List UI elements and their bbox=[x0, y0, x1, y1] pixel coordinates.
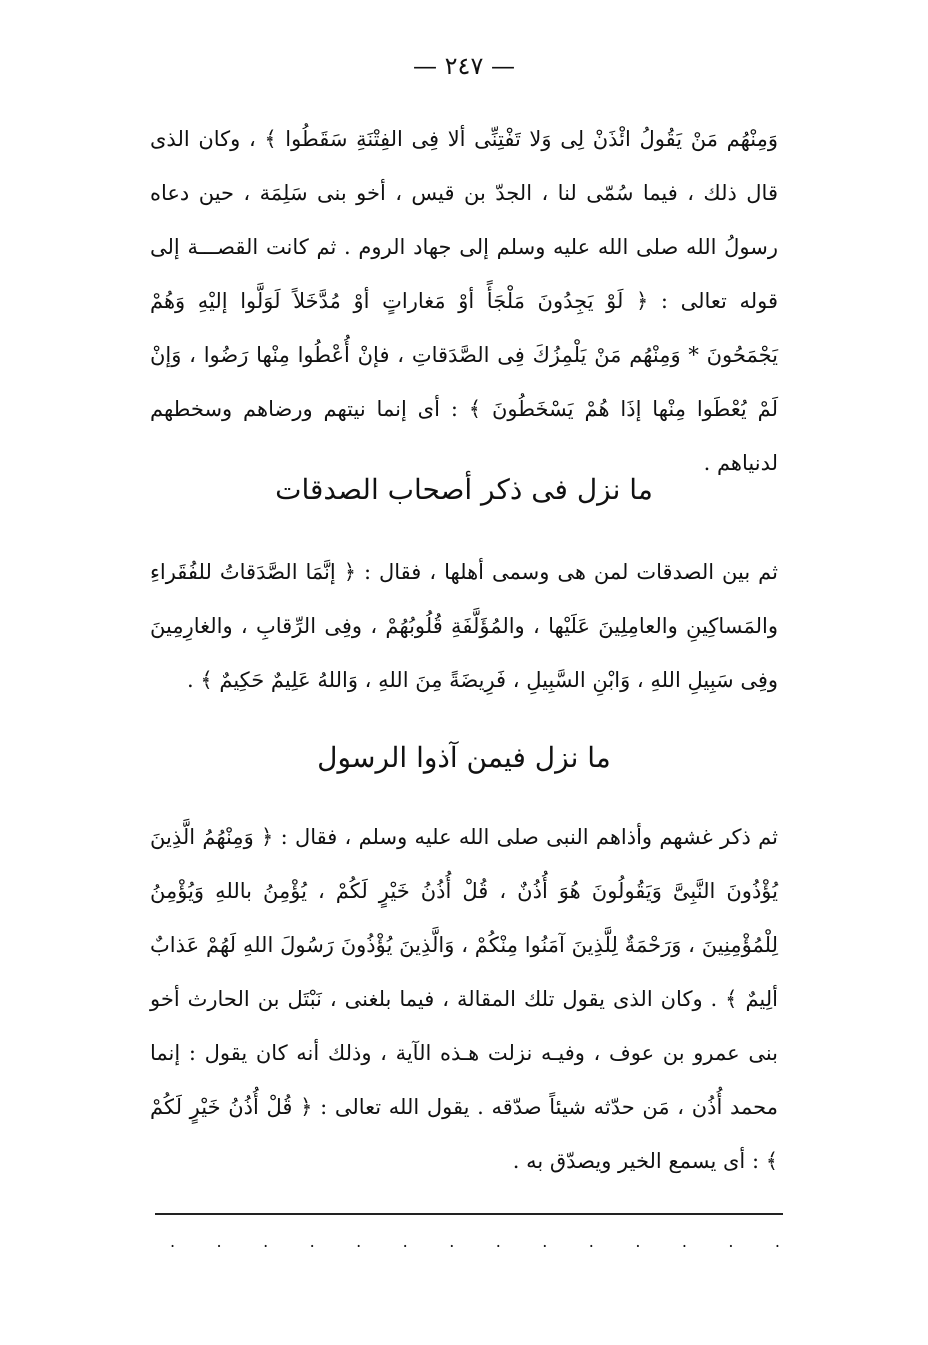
footer-dots bbox=[170, 1232, 780, 1251]
footer-dot: . bbox=[356, 1232, 362, 1251]
footer-dot: . bbox=[681, 1232, 687, 1251]
footnote-divider bbox=[155, 1213, 783, 1215]
footer-dot: . bbox=[728, 1232, 734, 1251]
paragraph-2: ثم بين الصدقات لمن هى وسمى أهلها ، فقال : ﴿ إنَّمَا الصَّدَقاتُ للفُقَراءِ والمَساكِينِ والعامِلِينَ عَلَيْها ، والمُؤَلَّفَةِ قُلُوبُهُمْ ، وفِى الرِّقابِ ، والغارِمِينَ وفِى سَبِيلِ اللهِ ، وَابْنِ السَّبِيلِ ، فَرِيضَةً مِنَ اللهِ ، وَاللهُ عَلِيمٌ حَكِيمٌ ﴾ . bbox=[150, 560, 778, 692]
footer-dot: . bbox=[449, 1232, 455, 1251]
footer-dot: . bbox=[588, 1232, 594, 1251]
footer-dot: . bbox=[635, 1232, 641, 1251]
paragraph-3: ثم ذكر غشهم وأذاهم النبى صلى الله عليه وسلم ، فقال : ﴿ وَمِنْهُمُ الَّذِينَ يُؤْذُونَ النَّبِىَّ وَيَقُولُونَ هُوَ أُذُنٌ ، قُلْ أُذُنُ خَيْرٍ لَكُمْ ، يُؤْمِنُ باللهِ وَيُؤْمِنُ لِلْمُؤْمِنِينَ ، وَرَحْمَةٌ لِلَّذِينَ آمَنُوا مِنْكُمْ ، وَالَّذِينَ يُؤْذُونَ رَسُولَ اللهِ لَهُمْ عَذابٌ ألِيمٌ ﴾ . وكان الذى يقول تلك المقالة ، فيما بلغنى ، نَبْتَل بن الحارث أخو بنى عمرو بن عوف ، وفيـه نزلت هـذه الآية ، وذلك أنه كان يقول : إنما محمد أُذُن ، مَن حدّثه شيئاً صدّقه . يقول الله تعالى : ﴿ قُلْ أُذُنُ خَيْرٍ لَكُمْ ﴾ : أى يسمع الخير ويصدّق به . bbox=[150, 825, 778, 1173]
footer-dot: . bbox=[263, 1232, 269, 1251]
paragraph-1: وَمِنْهُم مَنْ يَقُولُ ائْذَنْ لِى وَلا تَفْتِنِّى ألا فِى الفِتْنَةِ سَقَطُوا ﴾ ، وكان الذى قال ذلك ، فيما سُمّى لنا ، الجدّ بن قيس ، أخو بنى سَلِمَة ، حين دعاه رسولُ الله صلى الله عليه وسلم إلى جهاد الروم . ثم كانت القصـــة إلى قوله تعالى : ﴿ لَوْ يَجِدُونَ مَلْجَأً أوْ مَغاراتٍ أوْ مُدَّخَلاً لَوَلَّوا إليْهِ وَهُمْ يَجْمَحُونَ * وَمِنْهُم مَنْ يَلْمِزُكَ فِى الصَّدَقاتِ ، فإنْ أُعْطُوا مِنْها رَضُوا ، وَإنْ لَمْ يُعْطَوا مِنْها إذَا هُمْ يَسْخَطُونَ ﴾ : أى إنما نيتهم ورضاهم وسخطهم لدنياهم . bbox=[150, 127, 778, 475]
footer-dot: . bbox=[216, 1232, 222, 1251]
footer-dot: . bbox=[774, 1232, 780, 1251]
page-number: — ٢٤٧ — bbox=[413, 52, 515, 80]
section-heading-alms: ما نزل فى ذكر أصحاب الصدقات bbox=[275, 473, 653, 506]
footer-dot: . bbox=[495, 1232, 501, 1251]
footer-dot: . bbox=[542, 1232, 548, 1251]
footer-dot: . bbox=[309, 1232, 315, 1251]
footer-dot: . bbox=[402, 1232, 408, 1251]
footer-dot: . bbox=[170, 1232, 176, 1251]
section-heading-prophet-harm: ما نزل فيمن آذوا الرسول bbox=[317, 741, 611, 774]
